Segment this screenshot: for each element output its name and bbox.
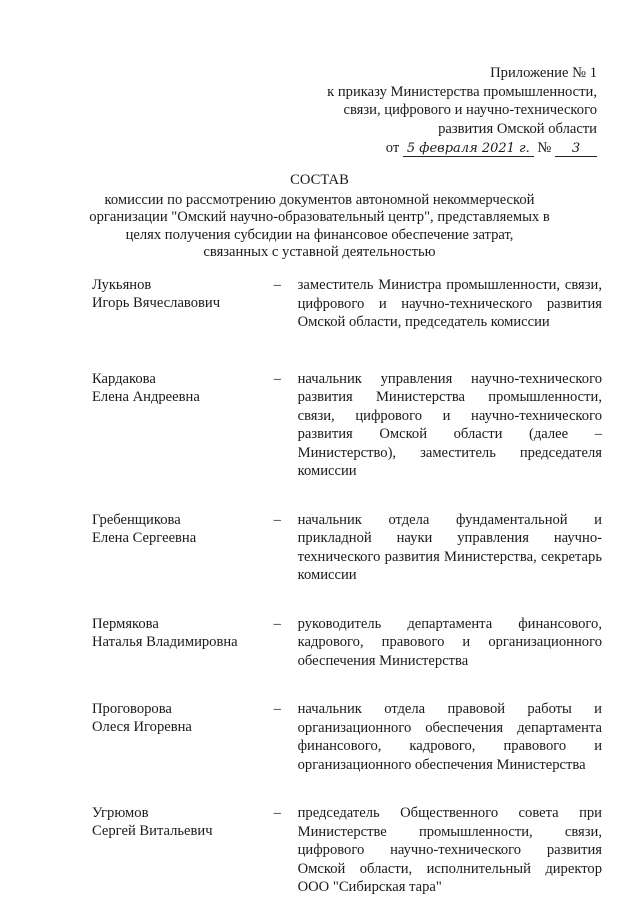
member-given-name: Елена Андреевна <box>92 388 200 405</box>
member-dash: – <box>273 805 281 821</box>
number-label: № <box>537 140 552 156</box>
document-title-block <box>60 172 579 262</box>
appendix-date-line <box>327 139 597 158</box>
member-surname: Кардакова <box>92 370 156 387</box>
date-prefix: от <box>385 140 400 156</box>
member-role: начальник отдела правовой работы и организационного обеспечения департамента финансового, кадрового, правового и организационного обеспечения Министерства <box>297 701 602 773</box>
member-dash: – <box>273 615 281 632</box>
member-dash: – <box>273 511 281 528</box>
member-row <box>92 276 602 332</box>
member-given-name: Олеся Игоревна <box>92 719 192 735</box>
member-name <box>92 511 272 547</box>
member-role: начальник управления научно-технического развития Министерства промышленности, связи, цифрового и научно-технического развития Омской области (далее – Министерство), заместитель председателя комиссии <box>297 370 602 479</box>
member-name <box>92 615 272 651</box>
member-role: начальник отдела фундаментальной и прикладной науки управления научно-технического развития Министерства, секретарь комиссии <box>297 511 602 583</box>
member-name <box>92 370 272 406</box>
member-role: заместитель Министра промышленности, связи, цифрового и научно-технического развития Омской области, председатель комиссии <box>297 277 602 330</box>
member-surname: Лукьянов <box>92 277 152 293</box>
member-row <box>92 370 602 481</box>
member-name <box>92 804 272 840</box>
member-given-name: Елена Сергеевна <box>92 529 197 546</box>
document-subtitle-line: связанных с уставной деятельностью <box>203 244 436 260</box>
member-given-name: Наталья Владимировна <box>92 633 238 650</box>
appendix-title: Приложение № 1 <box>490 65 597 81</box>
handwritten-date: 5 февраля 2021 г. <box>403 141 534 157</box>
member-role: руководитель департамента финансового, кадрового, правового и организационного обеспечения Министерства <box>297 615 602 669</box>
member-row <box>92 804 602 897</box>
member-row <box>92 700 602 774</box>
appendix-header <box>327 64 597 158</box>
member-surname: Проговорова <box>92 701 172 717</box>
appendix-order-line: связи, цифрового и научно-технического <box>343 102 597 118</box>
document-subtitle-line: целях получения субсидии на финансовое обеспечение затрат, <box>125 226 514 243</box>
member-row <box>92 615 602 671</box>
appendix-order-line: к приказу Министерства промышленности, <box>327 83 597 100</box>
handwritten-number: 3 <box>555 141 597 157</box>
member-dash: – <box>273 277 281 293</box>
member-dash: – <box>273 370 281 387</box>
member-given-name: Сергей Витальевич <box>92 823 213 839</box>
member-given-name: Игорь Вячеславович <box>92 295 221 311</box>
member-role: председатель Общественного совета при Министерстве промышленности, связи, цифрового научно-технического развития Омской области, исполнительный директор ООО "Сибирская тара" <box>297 805 602 895</box>
document-subtitle-line: организации "Омский научно-образовательный центр", представляемых в <box>89 209 550 225</box>
document-title: СОСТАВ <box>290 172 349 188</box>
document-subtitle-line: комиссии по рассмотрению документов автономной некоммерческой <box>104 191 535 208</box>
member-name <box>92 700 272 736</box>
member-name <box>92 276 272 312</box>
member-row <box>92 511 602 585</box>
commission-members-list <box>92 276 602 897</box>
member-surname: Гребенщикова <box>92 511 181 528</box>
member-surname: Угрюмов <box>92 805 149 821</box>
appendix-order-line: развития Омской области <box>438 120 597 137</box>
member-dash: – <box>273 701 281 717</box>
member-surname: Пермякова <box>92 615 159 632</box>
